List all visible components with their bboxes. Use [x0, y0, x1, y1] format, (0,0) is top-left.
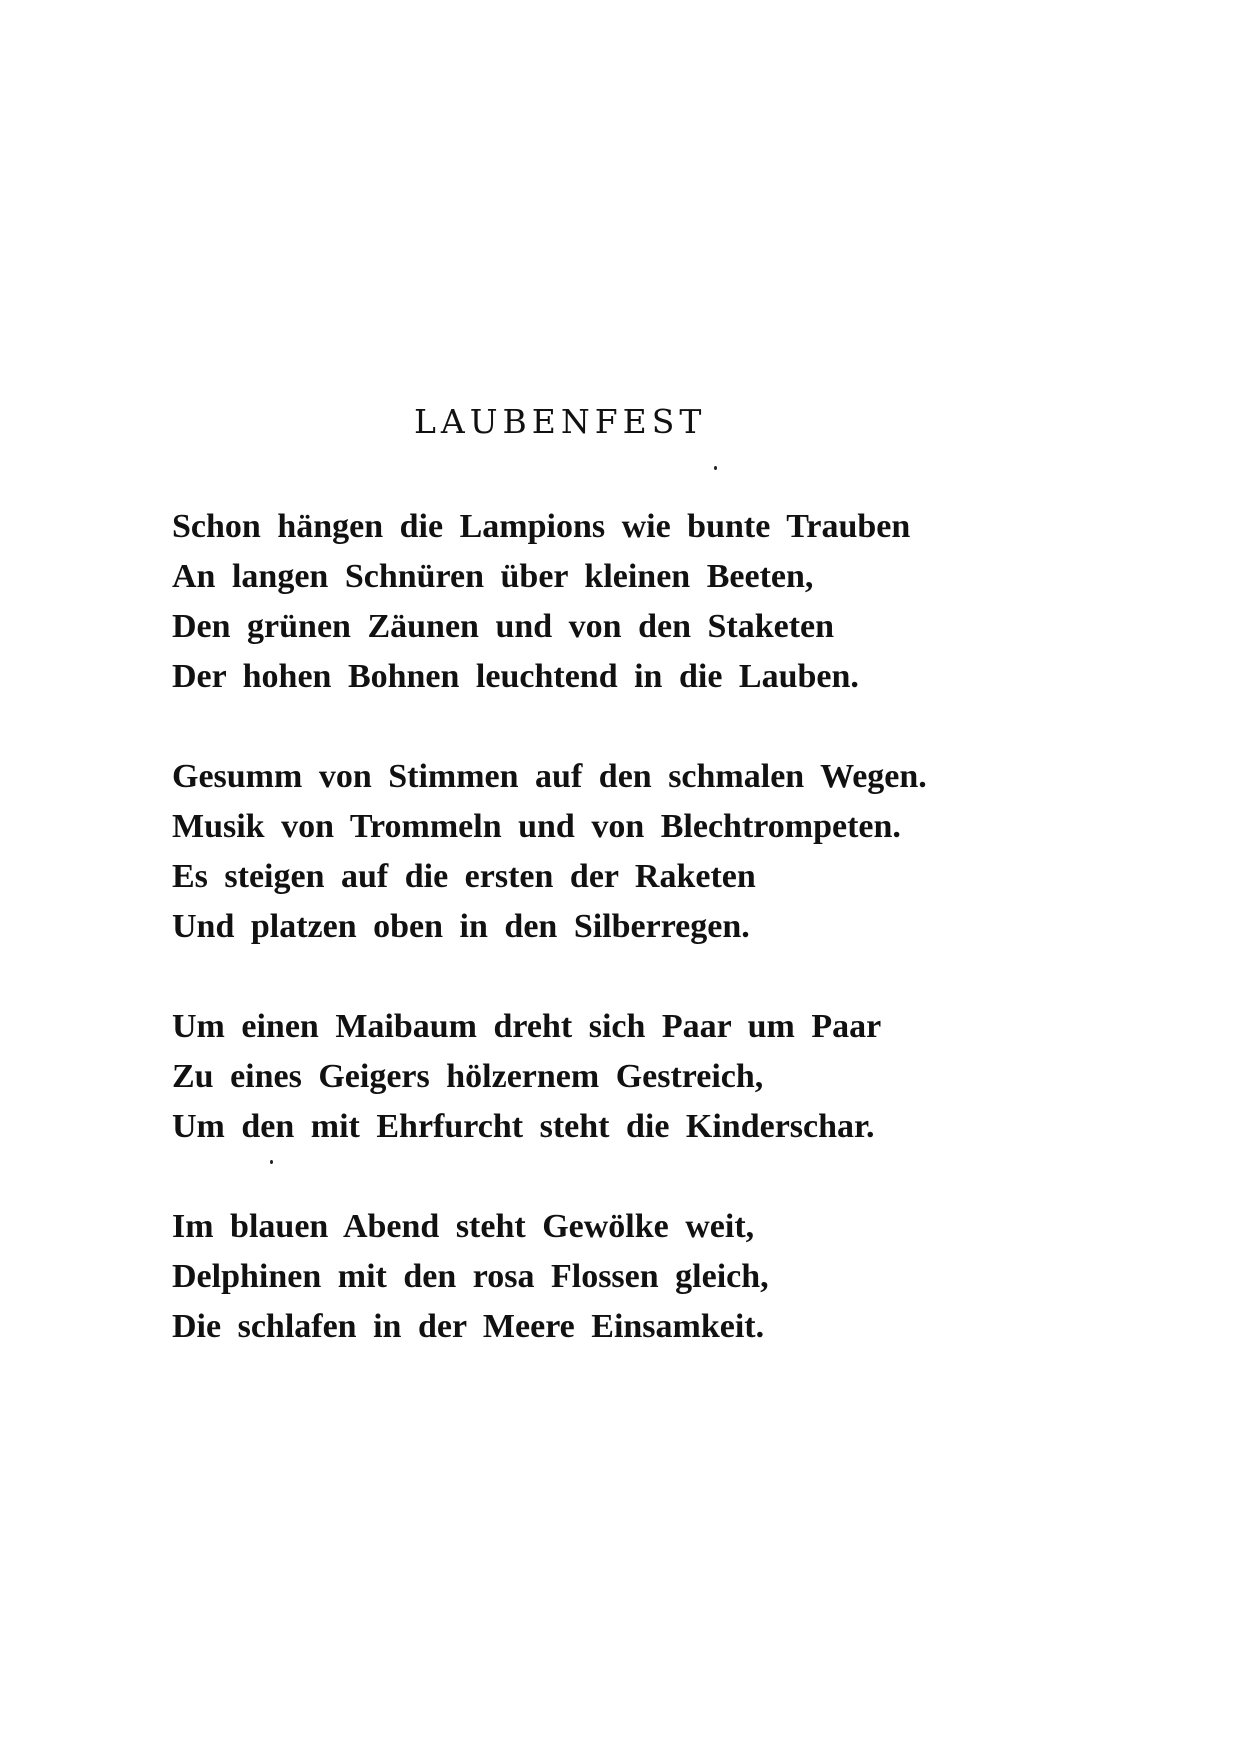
poem-line: Delphinen mit den rosa Flossen gleich,: [172, 1258, 769, 1295]
poem-line: Und platzen oben in den Silberregen.: [172, 908, 750, 945]
poem-line: Schon hängen die Lampions wie bunte Trauben: [172, 508, 911, 545]
print-speck: [714, 466, 717, 470]
stanza-3: [172, 1002, 881, 1152]
stanza-4: [172, 1202, 769, 1352]
poem-line: Musik von Trommeln und von Blechtrompeten.: [172, 808, 901, 845]
poem-line: Gesumm von Stimmen auf den schmalen Wegen.: [172, 758, 927, 795]
poem-line: Um einen Maibaum dreht sich Paar um Paar: [172, 1008, 882, 1045]
stanza-2: [172, 752, 927, 952]
poem-title: LAUBENFEST: [414, 402, 707, 441]
poem-line: Den grünen Zäunen und von den Staketen: [172, 608, 835, 645]
poem-line: Es steigen auf die ersten der Raketen: [172, 858, 756, 895]
poem-line: Um den mit Ehrfurcht steht die Kinderschar.: [172, 1108, 875, 1145]
poem-line: Die schlafen in der Meere Einsamkeit.: [172, 1308, 765, 1345]
poem-line: Im blauen Abend steht Gewölke weit,: [172, 1208, 755, 1245]
stanza-1: [172, 502, 910, 702]
print-speck: [270, 1160, 273, 1164]
poem-line: Zu eines Geigers hölzernem Gestreich,: [172, 1058, 764, 1095]
poem-line: Der hohen Bohnen leuchtend in die Lauben.: [172, 658, 859, 695]
poem-line: An langen Schnüren über kleinen Beeten,: [172, 558, 814, 595]
